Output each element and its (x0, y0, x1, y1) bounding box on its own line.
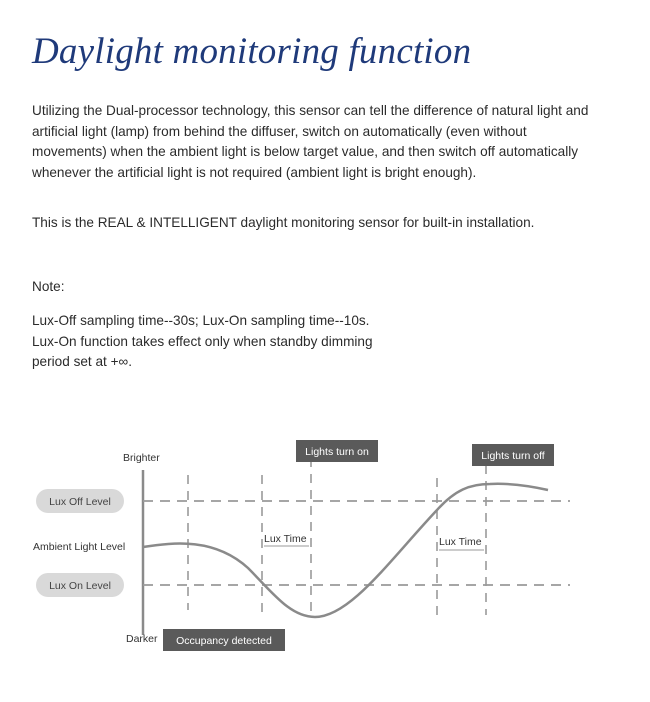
note-line-2: Lux-On function takes effect only when standby dimming (32, 333, 373, 349)
lights-off-callout-text: Lights turn off (481, 450, 545, 462)
description-paragraph: Utilizing the Dual-processor technology, this sensor can tell the difference of natural light and artificial light (lamp) from behind the diffuser, switch on automatically (even without movements) when the ambient light is below target value, and then switch off automatically whenever the artificial light is not required (ambient light is bright enough). (32, 103, 589, 180)
ambient-light-curve (143, 484, 548, 617)
page-title: Daylight monitoring function (32, 31, 472, 72)
note-line-1: Lux-Off sampling time--30s; Lux-On sampling time--10s. (32, 313, 370, 328)
note-text (32, 311, 432, 373)
lights-on-callout-text: Lights turn on (305, 446, 369, 458)
lux-on-level-label: Lux On Level (49, 580, 111, 592)
note-label: Note: (32, 279, 65, 294)
lux-time-label-1: Lux Time (264, 533, 307, 545)
axis-darker-label: Darker (126, 633, 158, 645)
note-line-3: period set at +∞. (32, 354, 132, 369)
daylight-diagram (0, 420, 650, 660)
ambient-light-level-label: Ambient Light Level (33, 541, 126, 553)
highlight-paragraph: This is the REAL & INTELLIGENT daylight monitoring sensor for built-in installation. (32, 215, 535, 230)
axis-brighter-label: Brighter (123, 452, 160, 464)
lux-time-label-2: Lux Time (439, 536, 482, 548)
lux-off-level-label: Lux Off Level (49, 496, 111, 508)
occupancy-callout-text: Occupancy detected (176, 635, 272, 647)
